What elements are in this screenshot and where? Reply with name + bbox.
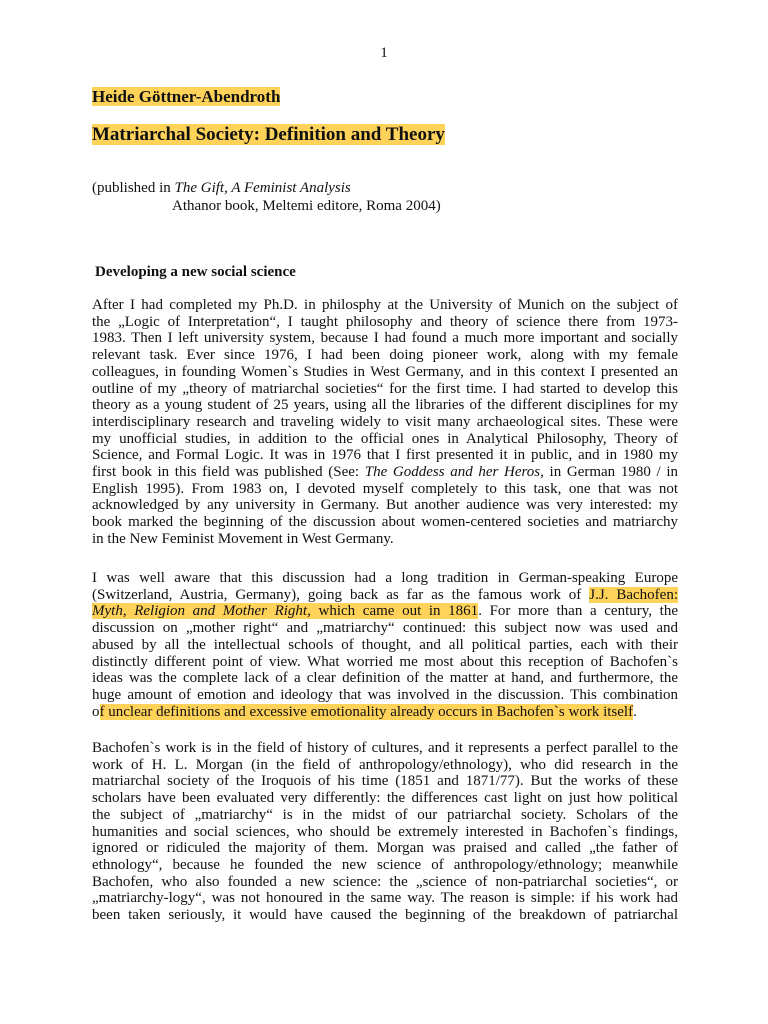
author-highlight: Heide Göttner-Abendroth <box>92 87 281 106</box>
publication-prefix: (published in <box>92 180 175 196</box>
paragraph-line: ignored or ridiculed the majority of them. Morgan was praised and called „the father of <box>92 840 678 857</box>
paragraph-1 <box>92 297 678 548</box>
paragraph-line: work of H. L. Morgan (in the field of anthropology/ethnology), who did research in the <box>92 756 678 773</box>
line-text: , in German 1980 / in <box>540 464 678 481</box>
paragraph-line: Bachofen, who also founded a new science: the „science of non-patriarchal societies“, or <box>92 873 678 890</box>
paragraph-line: the „Logic of Interpretation“, I taught philosophy and theory of science there from 1973- <box>92 313 678 330</box>
book-title: The Goddess and her Heros <box>364 464 541 481</box>
document-title <box>92 124 445 146</box>
paragraph-line: book marked the beginning of the discussion about women-centered societies and matriarchy <box>92 514 678 531</box>
line-text: which came out in 1861 <box>310 603 479 620</box>
line-text: (Switzerland, Austria, Germany), going back as far as the famous work of <box>92 586 590 603</box>
paragraph-line: acknowledged by any university in Germany. But another audience was very interested: my <box>92 497 678 514</box>
paragraph-line: I was well aware that this discussion had a long tradition in German-speaking Europe <box>92 570 678 586</box>
paragraph-line: Science, and Formal Logic. It was in 1976 that I first presented it in public, and in 1980 my <box>92 447 678 464</box>
paragraph-line: outline of my „theory of matriarchal societies“ for the first time. I had started to develop this <box>92 380 678 397</box>
paragraph-line: ethnology“, because he founded the new science of anthropology/ethnology; meanwhile <box>92 856 678 873</box>
paragraph-2 <box>92 570 678 720</box>
highlighted-text: J.J. Bachofen: <box>589 586 678 603</box>
paragraph-line: interdisciplinary research and traveling widely to visit many archaeological sites. These were <box>92 413 678 430</box>
paragraph-line: been taken seriously, it would have caused the beginning of the breakdown of patriarchal <box>92 907 678 924</box>
paragraph-line: 1983. Then I left university system, because I had found a much more important and socially <box>92 330 678 347</box>
paragraph-line <box>92 587 678 604</box>
page-number: 1 <box>380 45 388 61</box>
paragraph-line: colleagues, in founding Women`s Studies in West Germany, and in this context I presented an <box>92 363 678 380</box>
paragraph-line: „matriarchy-logy“, was not honoured in the same way. The reason is simple: if his work had <box>92 890 678 907</box>
paragraph-line: humanities and social sciences, who should be extremely interested in Bachofen`s findings, <box>92 823 678 840</box>
paragraph-line: distinctly different point of view. What worried me most about this reception of Bachofen`s <box>92 653 678 670</box>
paragraph-line: in the New Feminist Movement in West Germany. <box>92 530 394 547</box>
line-text: o <box>92 703 100 720</box>
publication-note <box>92 179 441 215</box>
publication-line-1 <box>92 179 441 197</box>
highlighted-text <box>92 603 478 619</box>
author-name <box>92 87 280 107</box>
paragraph-line <box>92 704 678 721</box>
paragraph-line: English 1995). From 1983 on, I devoted myself completely to this task, one that was not <box>92 480 678 497</box>
paragraph-line <box>92 603 678 620</box>
paragraph-line: huge amount of emotion and ideology that was involved in the discussion. This combination <box>92 686 678 703</box>
paragraph-line: After I had completed my Ph.D. in philosphy at the University of Munich on the subject of <box>92 297 678 313</box>
paragraph-line: Bachofen`s work is in the field of history of cultures, and it represents a perfect parallel to the <box>92 740 678 756</box>
paragraph-line: scholars have been evaluated very differently: the differences cast light on just how political <box>92 790 678 807</box>
publication-line-2: Athanor book, Meltemi editore, Roma 2004) <box>172 198 441 214</box>
title-highlight: Matriarchal Society: Definition and Theory <box>92 124 445 145</box>
paragraph-line: discussion on „mother right“ and „matriarchy“ continued: this subject now was used and <box>92 620 678 637</box>
paragraph-line-with-book-title <box>92 464 678 481</box>
line-text: first book in this field was published (See: <box>92 464 365 481</box>
paragraph-line: the subject of „matriarchy“ is in the midst of our patriarchal society. Scholars of the <box>92 806 678 823</box>
highlighted-text: f unclear definitions and excessive emotionality already occurs in Bachofen`s work itself <box>99 703 634 720</box>
paragraph-line: my unofficial studies, in addition to the official ones in Analytical Philosophy, Theory of <box>92 430 678 447</box>
paragraph-3 <box>92 740 678 924</box>
line-text: . <box>633 703 637 720</box>
line-text: . For more than a century, the <box>478 603 678 620</box>
paragraph-line: matriarchal society of the Iroquois of his time (1851 and 1871/77). But the works of these <box>92 773 678 790</box>
section-heading: Developing a new social science <box>95 264 296 280</box>
paragraph-line: relevant task. Ever since 1976, I had been doing pioneer work, along with my female <box>92 347 678 364</box>
paragraph-line: theory as a young student of 25 years, using all the libraries of the different disciplines for my <box>92 397 678 414</box>
paragraph-line: abused by all the intellectual schools of thought, and all political parties, each with their <box>92 636 678 653</box>
publication-book-title: The Gift, A Feminist Analysis <box>174 180 351 196</box>
book-title: Myth, Religion and Mother Right, <box>92 603 311 620</box>
paragraph-line: ideas was the complete lack of a clear definition of the matter at hand, and furthermore, the <box>92 670 678 687</box>
